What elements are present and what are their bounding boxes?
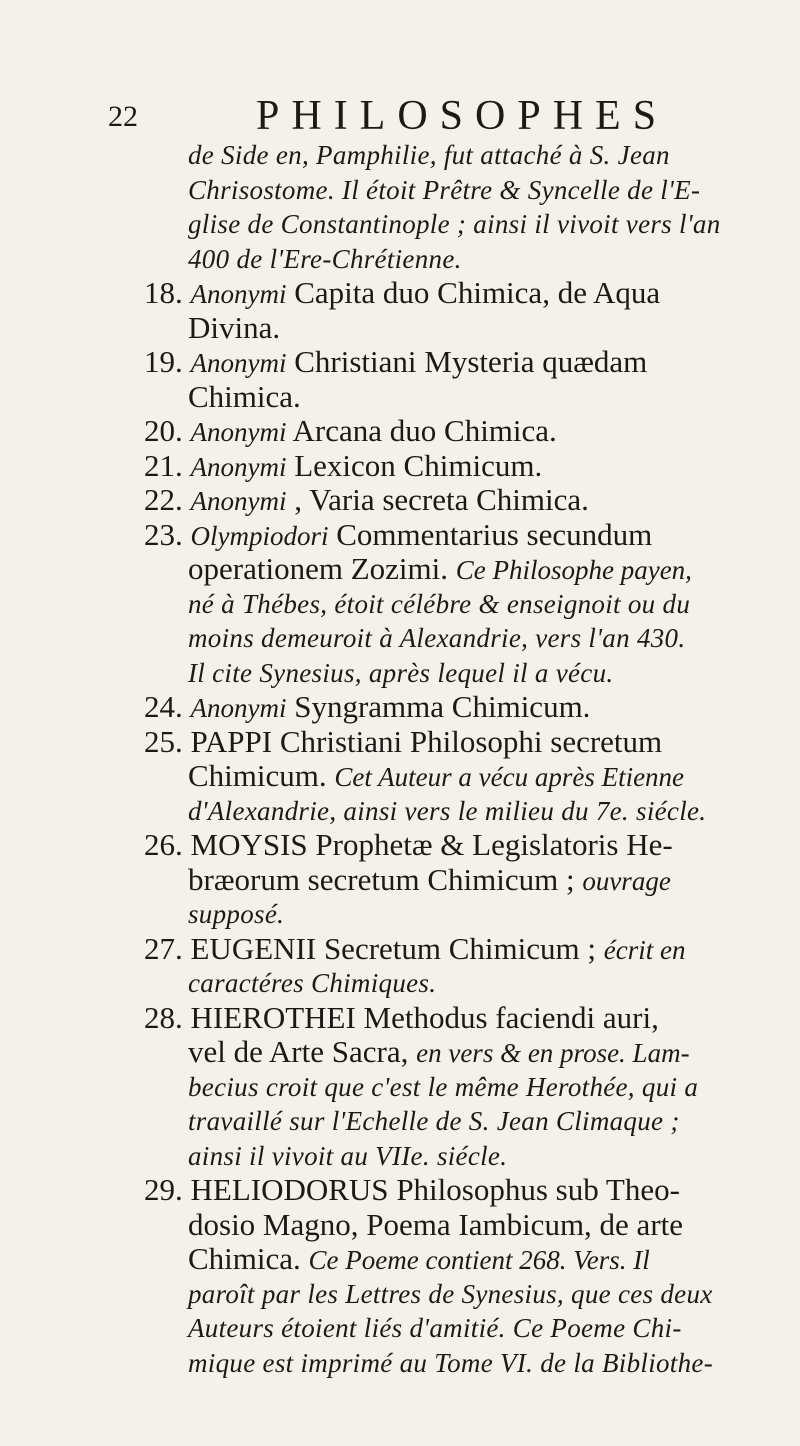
entry-number: 21. [144, 447, 183, 483]
author-name: PAPPI [190, 723, 273, 759]
author-name: HIEROTHEI [190, 999, 356, 1035]
entry-number: 22. [144, 482, 183, 517]
author-name: MOYSIS [190, 827, 308, 862]
line-text: d'Alexandrie, ainsi vers le milieu du 7e. siécle. [188, 795, 707, 826]
line-text: Lexicon Chimicum. [294, 447, 543, 483]
line-text: ainsi il vivoit au VIIe. siécle. [188, 1140, 508, 1171]
text-line [144, 621, 764, 656]
text-line [144, 759, 764, 794]
french-note: Ce Philosophe payen, [455, 555, 692, 585]
line-text: Commentarius secundum [336, 516, 653, 552]
author-name-italic: Anonymi [190, 486, 287, 516]
text-line [144, 897, 764, 932]
author-name-italic: Anonymi [190, 279, 287, 309]
author-name-italic: Anonymi [190, 417, 287, 447]
text-line [144, 656, 764, 691]
entry-line [144, 932, 764, 967]
line-text: Capita duo Chimica, de Aqua [294, 275, 661, 310]
line-text: Il cite Synesius, après lequel il a vécu. [188, 657, 614, 688]
text-line [144, 1104, 764, 1139]
line-text: Arcana duo Chimica. [292, 413, 557, 448]
entry-number: 29. [144, 1172, 183, 1207]
entry-number: 18. [144, 275, 183, 310]
french-note: ouvrage [582, 865, 671, 896]
author-name: EUGENII [190, 930, 317, 966]
entry-number: 27. [144, 930, 183, 966]
text-line [144, 1070, 764, 1105]
line-text: , Varia secreta Chimica. [294, 482, 589, 517]
page-number: 22 [108, 100, 138, 133]
line-text: bræorum secretum Chimicum ; [188, 861, 575, 897]
text-line [144, 207, 764, 242]
line-text: Chrisostome. Il étoit Prêtre & Syncelle de l'E- [188, 174, 701, 205]
entry-line [144, 690, 764, 725]
line-text: Christiani Mysteria quædam [294, 344, 648, 379]
text-line [144, 173, 764, 208]
line-text: supposé. [188, 899, 285, 929]
french-note: Ce Poeme contient 268. Vers. Il [308, 1245, 650, 1275]
line-text: moins demeuroit à Alexandrie, vers l'an 430. [188, 623, 686, 653]
text-line [144, 966, 764, 1001]
line-text: Syngramma Chimicum. [294, 689, 591, 724]
entry-line [144, 1001, 764, 1036]
running-title: PHILOSOPHES [256, 93, 669, 139]
entry-line [144, 449, 764, 484]
entry-line [144, 414, 764, 449]
author-name-italic: Olympiodori [190, 520, 329, 551]
french-note: écrit en [603, 934, 686, 965]
line-text: glise de Constantinople ; ainsi il vivoit vers l'an [188, 209, 721, 239]
entry-number: 24. [144, 689, 183, 724]
entry-line [144, 276, 764, 311]
text-line [144, 587, 764, 622]
entry-line [144, 345, 764, 380]
entry-line [144, 725, 764, 760]
french-note: Cet Auteur a vécu après Etienne [334, 762, 685, 792]
line-text: Christiani Philosophi secretum [279, 723, 663, 759]
text-line [144, 1346, 764, 1381]
text-line [144, 242, 764, 277]
author-name-italic: Anonymi [190, 348, 287, 378]
author-name: HELIODORUS [190, 1172, 389, 1207]
text-line [144, 1139, 764, 1174]
text-line [144, 138, 764, 173]
page-header [108, 92, 748, 140]
text-line [144, 1277, 764, 1312]
text-line [144, 1311, 764, 1346]
line-text: Methodus faciendi auri, [363, 999, 659, 1035]
line-text: travaillé sur l'Echelle de S. Jean Climaque ; [188, 1106, 680, 1136]
line-text: dosio Magno, Poema Iambicum, de arte [188, 1206, 684, 1242]
entry-number: 19. [144, 344, 183, 379]
line-text: Secretum Chimicum ; [323, 930, 597, 966]
text-line [144, 794, 764, 829]
line-text: Prophetæ & Legislatoris He- [315, 827, 673, 862]
entry-number: 28. [144, 999, 183, 1035]
entry-number: 23. [144, 516, 183, 552]
text-line [144, 552, 764, 587]
text-line [144, 1242, 764, 1277]
entry-line [144, 483, 764, 518]
line-text: Auteurs étoient liés d'amitié. Ce Poeme Chi- [188, 1313, 682, 1343]
entry-number: 20. [144, 413, 183, 448]
line-text: 400 de l'Ere-Chrétienne. [188, 243, 462, 274]
text-line [144, 1208, 764, 1243]
line-text: paroît par les Lettres de Synesius, que ces deux [188, 1278, 713, 1309]
entry-line [144, 518, 764, 553]
line-text: Chimica. [188, 1241, 301, 1276]
author-name-italic: Anonymi [190, 451, 287, 482]
line-text: caractéres Chimiques. [188, 968, 437, 998]
author-name-italic: Anonymi [190, 693, 287, 723]
entry-line [144, 828, 764, 863]
french-note: en vers & en prose. Lam- [416, 1038, 690, 1068]
entry-line [144, 1173, 764, 1208]
line-text: de Side en, Pamphilie, fut attaché à S. Jean [188, 140, 670, 170]
entry-number: 25. [144, 723, 183, 759]
entry-number: 26. [144, 827, 183, 862]
line-text: Chimica. [188, 378, 301, 414]
line-text: Chimicum. [188, 758, 327, 793]
line-text: Philosophus sub Theo- [396, 1172, 680, 1207]
body-text [144, 138, 764, 1380]
line-text: becius croit que c'est le même Herothée, qui a [188, 1071, 699, 1102]
line-text: vel de Arte Sacra, [188, 1034, 409, 1069]
line-text: né à Thébes, étoit célébre & enseignoit ou du [188, 588, 691, 619]
line-text: mique est imprimé au Tome VI. de la Bibliothe- [188, 1347, 713, 1378]
text-line [144, 863, 764, 898]
text-line [144, 1035, 764, 1070]
line-text: operationem Zozimi. [188, 551, 448, 586]
text-line [144, 380, 764, 415]
line-text: Divina. [188, 309, 281, 345]
text-line [144, 311, 764, 346]
